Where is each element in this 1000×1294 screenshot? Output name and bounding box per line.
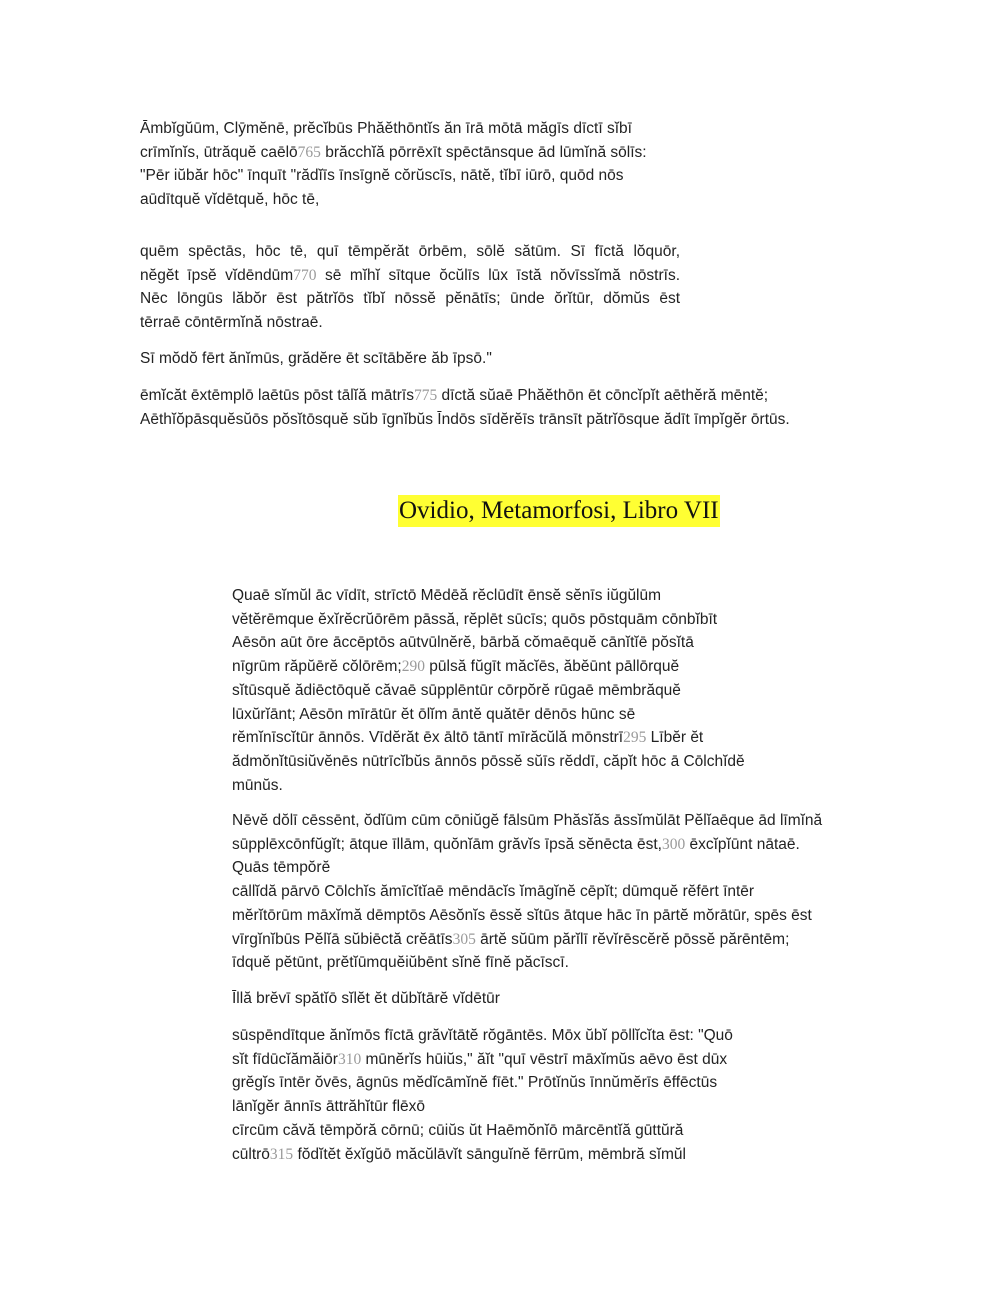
paragraph-4 bbox=[140, 384, 790, 431]
text-line bbox=[232, 584, 745, 608]
line-text: Aēthĭŏpāsquĕsŭōs pŏsĭtōsquĕ sŭb īgnĭbŭs Īndōs sīdĕrĕīs trānsīt pătrĭōsque ădīt īmpĭgĕr ōrtūs. bbox=[140, 410, 790, 428]
line-text: rĕmĭnīscĭtūr ānnōs. Vīdĕrăt ēx āltō tāntī mīrăcŭlă mōnstrī bbox=[232, 729, 624, 747]
line-text: Quaē sĭmŭl āc vīdīt, strīctō Mēdēă rĕclūdīt ēnsĕ sĕnīs iŭgŭlūm bbox=[232, 587, 662, 604]
text-line bbox=[140, 117, 647, 141]
line-text: lānĭgĕr ānnīs āttrăhĭtūr flēxō bbox=[232, 1098, 426, 1116]
line-text: ēmĭcăt ēxtēmplō laētūs pōst tālĭă mātrīs bbox=[140, 387, 414, 404]
text-line bbox=[232, 856, 822, 880]
text-line bbox=[232, 1143, 733, 1167]
line-text: Lībĕr ĕt bbox=[646, 729, 704, 747]
text-line bbox=[232, 1119, 733, 1143]
line-text: quēm spēctās, hōc tē, quī tēmpĕrăt ōrbēm, sōlĕ sătūm. Sī fīctă lŏquōr, bbox=[140, 243, 680, 260]
text-line bbox=[232, 1024, 733, 1048]
line-text: pūlsă fŭgīt măcĭēs, ăbĕūnt pāllōrquĕ bbox=[424, 658, 680, 676]
line-text: grĕgĭs īntēr ŏvēs, āgnūs mĕdĭcāmĭnĕ fīēt." Prōtĭnŭs īnnŭmĕrīs ēffēctūs bbox=[232, 1074, 718, 1092]
paragraph-6 bbox=[232, 809, 822, 975]
line-text: ădmŏnĭtūsiŭvĕnēs nūtrīcĭbŭs ānnōs pōssĕ sŭīs rĕddī, căpĭt hōc ā Cōlchĭdĕ bbox=[232, 752, 745, 770]
text-line bbox=[232, 1071, 733, 1095]
line-text: Nēvĕ dŏlī cēssēnt, ŏdĭūm cūm cōniŭgĕ fālsūm Phăsĭăs āssĭmŭlāt Pĕlĭaēque ād līmĭnă bbox=[232, 812, 823, 829]
line-text: Sī mŏdŏ fērt ănĭmūs, grădĕre ēt scītābĕre ăb īpsō." bbox=[140, 350, 492, 367]
text-line bbox=[232, 679, 745, 703]
verse-number: 770 bbox=[293, 266, 317, 284]
text-line bbox=[232, 928, 822, 952]
line-text: cāllĭdă pārvō Cōlchĭs ămīcĭtĭaē mēndācĭs ĭmāgĭnĕ cēpĭt; dūmquĕ rĕfērt īntēr bbox=[232, 883, 755, 901]
text-line bbox=[140, 384, 790, 408]
line-text: Īllă brĕvī spătĭō sĭlĕt ĕt dŭbĭtārĕ vĭdētūr bbox=[232, 990, 500, 1007]
paragraph-1 bbox=[140, 117, 647, 212]
text-line bbox=[232, 774, 745, 798]
verse-number: 775 bbox=[413, 387, 438, 404]
line-text: dīctă sŭaē Phăĕthōn ēt cōncĭpĭt aēthĕră mēntĕ; bbox=[437, 387, 769, 404]
line-text: sĭt fīdūcĭămăiōr bbox=[232, 1050, 338, 1068]
line-text: īdquĕ pĕtūnt, prĕtĭūmquĕiŭbēnt sĭnĕ fīnĕ păcīscī. bbox=[232, 954, 569, 972]
line-text: nĕgĕt īpsĕ vĭdēndūm bbox=[140, 266, 294, 284]
line-text: Quās tēmpŏrĕ bbox=[232, 859, 331, 877]
text-line bbox=[232, 655, 745, 679]
line-text: sē mĭhĭ sītque ŏcŭlīs lūx īstă nŏvīssĭmă nōstrīs. bbox=[316, 266, 680, 284]
text-line bbox=[232, 987, 500, 1011]
line-text: mĕrĭtōrūm māxĭmă dēmptōs Aēsŏnĭs ēssĕ sĭtūs ātque hāc īn pārtĕ mŏrātūr, spēs ēst bbox=[232, 906, 812, 924]
line-text: vĕtĕrēmque ĕxĭrĕcrŭōrēm pāssă, rĕplēt sūcīs; quōs pōstquām cōnbĭbīt bbox=[232, 610, 718, 628]
line-text: lūxŭrĭānt; Aēsōn mīrātūr ĕt ōlĭm āntĕ quătēr dēnōs hūnc sē bbox=[232, 705, 636, 723]
line-text: sūspēndītque ănĭmōs fīctā grăvĭtātĕ rŏgāntēs. Mōx ŭbĭ pōllĭcĭta ēst: "Quō bbox=[232, 1027, 733, 1044]
paragraph-7 bbox=[232, 987, 500, 1011]
verse-number: 315 bbox=[269, 1145, 294, 1163]
verse-number: 765 bbox=[297, 143, 321, 161]
line-text: mūnĕrĭs hūiŭs," ăĭt "quī vēstrī māxĭmŭs aēvo ēst dūx bbox=[361, 1050, 728, 1068]
line-text: Nēc lōngūs lăbŏr ēst pătrĭōs tĭbĭ nōssĕ pĕnātīs; ūnde ŏrĭtūr, dŏmŭs ēst bbox=[140, 290, 680, 308]
verse-number: 305 bbox=[452, 930, 476, 948]
text-line bbox=[140, 408, 790, 432]
verse-number: 295 bbox=[623, 729, 647, 747]
text-line bbox=[232, 726, 745, 750]
paragraph-3 bbox=[140, 347, 492, 371]
line-text: sĭtūsquĕ ădiēctōquĕ căvaē sūpplēntūr cōrpŏrĕ rūgaē mēmbrăquĕ bbox=[232, 681, 681, 699]
line-text: mūnŭs. bbox=[232, 776, 283, 794]
text-line bbox=[232, 703, 745, 727]
text-line bbox=[140, 311, 680, 335]
paragraph-5 bbox=[232, 584, 745, 797]
line-text: ēxcĭpĭūnt nātaē. bbox=[685, 835, 800, 853]
line-text: fŏdĭtĕt ĕxĭgŭō măcŭlāvĭt sānguĭnĕ fērrūm, mēmbră sĭmŭl bbox=[293, 1145, 686, 1163]
text-line bbox=[140, 264, 680, 288]
line-text: cīrcūm căvă tēmpŏră cōrnū; cūiŭs ŭt Haēmŏnĭō mārcēntĭă gūttŭră bbox=[232, 1121, 684, 1139]
section-heading: Ovidio, Metamorfosi, Libro VII bbox=[398, 495, 720, 527]
paragraph-8 bbox=[232, 1024, 733, 1166]
text-line bbox=[232, 631, 745, 655]
text-line bbox=[140, 240, 680, 264]
line-text: nīgrūm răpŭērĕ cŏlōrēm; bbox=[232, 658, 402, 676]
text-line bbox=[232, 809, 822, 833]
line-text: sūpplēxcōnfŭgĭt; ātque īllām, quŏnĭām grăvĭs īpsă sĕnēcta ēst, bbox=[232, 835, 662, 853]
text-line bbox=[232, 608, 745, 632]
line-text: vīrgĭnĭbūs Pĕlĭā sŭbiēctă crĕātīs bbox=[232, 930, 453, 948]
text-line bbox=[232, 1095, 733, 1119]
paragraph-2 bbox=[140, 240, 680, 335]
text-line bbox=[140, 141, 647, 165]
verse-number: 310 bbox=[337, 1050, 362, 1068]
line-text: brăcchĭă pōrrēxīt spēctānsque ād lūmĭnă sōlīs: bbox=[320, 143, 647, 161]
line-text: cūltrō bbox=[232, 1145, 270, 1163]
text-line bbox=[232, 880, 822, 904]
verse-number: 290 bbox=[401, 658, 425, 676]
text-line bbox=[140, 287, 680, 311]
text-line bbox=[232, 1048, 733, 1072]
line-text: ārtĕ sŭūm părĭlī rĕvĭrēscĕrĕ pōssĕ părēntēm; bbox=[475, 930, 790, 948]
line-text: Āmbĭgŭūm, Clȳmĕnē, prĕcĭbūs Phăĕthōntĭs ăn īrā mōtā măgīs dīctī sĭbī bbox=[140, 120, 632, 137]
text-line bbox=[140, 188, 647, 212]
line-text: aūdītquĕ vĭdētquĕ, hōc tē, bbox=[140, 191, 320, 209]
text-line bbox=[232, 951, 822, 975]
verse-number: 300 bbox=[661, 835, 686, 853]
line-text: tērraē cōntērmĭnă nōstraē. bbox=[140, 314, 323, 332]
line-text: Aēsōn aūt ōre āccēptōs aūtvūlnĕrĕ, bārbă cŏmaēquĕ cānĭtĭē pŏsĭtā bbox=[232, 634, 694, 652]
text-line bbox=[140, 347, 492, 371]
text-line bbox=[232, 833, 822, 857]
line-text: crīmĭnĭs, ūtrăquĕ caēlō bbox=[140, 143, 298, 161]
text-line bbox=[232, 904, 822, 928]
text-line bbox=[232, 750, 745, 774]
line-text: "Pēr iŭbăr hōc" īnquīt "rădĭīs īnsīgnĕ cŏrŭscīs, nātĕ, tĭbī iūrō, quōd nōs bbox=[140, 167, 624, 185]
text-line bbox=[140, 164, 647, 188]
